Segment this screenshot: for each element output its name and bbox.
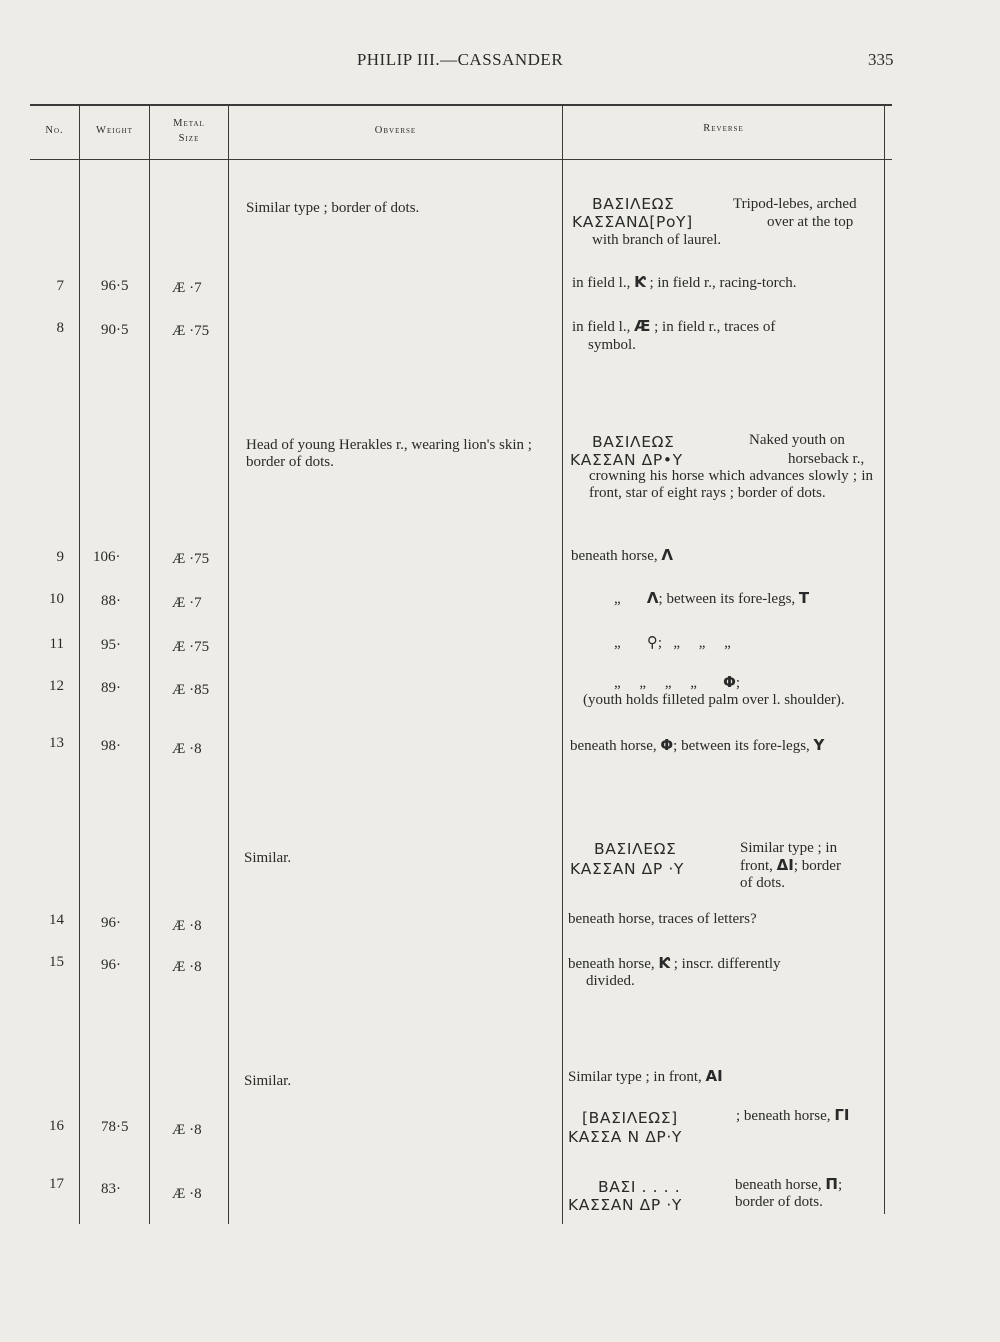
row-weight: 96·5 [101, 278, 129, 294]
col-divider-2 [149, 104, 150, 1224]
row-metal-size: Æ ·75 [172, 639, 210, 655]
row-metal-size: Æ ·7 [172, 280, 202, 296]
row-metal-size: Æ ·7 [172, 595, 202, 611]
reverse-description: Tripod-lebes, arched [733, 196, 857, 212]
reverse-text: beneath horse, [568, 956, 655, 972]
row-number: 8 [56, 320, 64, 336]
reverse-description: over at the top [767, 214, 854, 230]
row-weight: 96· [101, 957, 121, 973]
row-weight: 78·5 [101, 1119, 129, 1135]
row-weight: 88· [101, 593, 121, 609]
row-number: 15 [49, 954, 64, 970]
reverse-description: with branch of laurel. [592, 232, 722, 248]
row-number: 7 [56, 278, 64, 294]
row-number: 11 [49, 636, 64, 652]
obverse-group-3: Similar. [244, 850, 292, 866]
monogram: Υ [813, 736, 825, 754]
reverse-text: ; in field r., traces of [654, 319, 776, 335]
row-number: 10 [49, 591, 64, 607]
reverse-intro [568, 1068, 723, 1086]
obverse-group-1: Similar type ; border of dots. [246, 200, 420, 216]
row-metal-size: Æ ·85 [172, 682, 210, 698]
col-divider-3 [228, 104, 229, 1224]
monogram: Æ [634, 317, 651, 335]
reverse-inscription-line: ΚΑΣΣΑΝ ΔΡ•Υ [570, 451, 683, 469]
reverse-text: beneath horse, [570, 738, 657, 754]
monogram: Π [825, 1175, 838, 1193]
ditto-marks: „ „ „ „ [614, 675, 697, 691]
header-obverse: Obverse [374, 125, 417, 136]
reverse-description: crowning his horse which advances slowly ; in front, star of eight rays ; border of dots. [589, 468, 873, 501]
monogram: Ƙ [658, 954, 671, 972]
row-weight: 96· [101, 915, 121, 931]
running-title: PHILIP III.—CASSANDER [356, 50, 564, 69]
reverse-inscription-line: ΚΑΣΣΑΝ ΔΡ ·Υ [568, 1196, 682, 1214]
row-reverse [736, 1107, 849, 1125]
col-divider-4 [562, 104, 563, 1224]
ditto-mark: „ [614, 591, 621, 607]
row-number: 13 [49, 735, 64, 751]
reverse-text: ; inscr. differently [673, 956, 781, 972]
row-number: 12 [49, 678, 64, 694]
right-border [884, 104, 885, 1214]
reverse-text: ; beneath horse, [736, 1108, 831, 1124]
monogram: Ƙ [634, 273, 646, 291]
row-metal-size: Æ ·75 [172, 551, 210, 567]
row-weight: 106· [93, 549, 121, 565]
row-reverse [614, 590, 809, 608]
header-bottom-rule [30, 159, 892, 160]
reverse-text: ; between its fore-legs, [658, 591, 796, 607]
reverse-text: Similar type ; in front, [568, 1069, 702, 1085]
reverse-description: of dots. [740, 875, 785, 891]
reverse-text: ; border [793, 858, 841, 874]
reverse-inscription-line: ΚΑΣΣΑΝ ΔΡ ·Υ [570, 860, 684, 878]
row-reverse [614, 634, 731, 652]
reverse-text: front, [740, 858, 773, 874]
header-weight: Weight [96, 125, 133, 136]
reverse-inscription-line: ΒΑΣΙΛΕΩΣ [592, 433, 675, 451]
row-reverse-cont: border of dots. [735, 1194, 823, 1210]
header-reverse: Reverse [703, 123, 744, 134]
row-metal-size: Æ ·8 [172, 1186, 202, 1202]
row-metal-size: Æ ·8 [172, 741, 202, 757]
header-no: No. [45, 125, 64, 136]
header-size: Size [178, 133, 200, 144]
monogram: Τ [798, 589, 810, 607]
row-reverse-cont: symbol. [588, 337, 636, 353]
row-number: 16 [49, 1118, 64, 1134]
reverse-text: ; [837, 1177, 843, 1193]
reverse-inscription-line: ΒΑΣΙΛΕΩΣ [594, 840, 677, 858]
row-metal-size: Æ ·8 [172, 918, 202, 934]
obverse-group-2: Head of young Herakles r., wearing lion's skin ; border of dots. [246, 437, 532, 470]
reverse-description: Naked youth on [749, 432, 845, 448]
row-metal-size: Æ ·8 [172, 959, 202, 975]
monogram: ⚲ [646, 633, 658, 651]
row-reverse-cont: (youth holds filleted palm over l. shoulder). [583, 692, 845, 708]
row-reverse [572, 318, 775, 336]
header-metal: Metal [173, 118, 205, 129]
reverse-inscription-line: ΚΑΣΣΑΝΔ[ΡοΥ] [572, 213, 693, 231]
ditto-marks: ; „ „ „ [657, 635, 731, 651]
reverse-inscription-line: ΚΑΣΣΑ Ν ΔΡ·Υ [568, 1128, 682, 1146]
row-reverse-cont: divided. [586, 973, 635, 989]
reverse-inscription-line: ΒΑΣΙΛΕΩΣ [592, 195, 675, 213]
row-reverse: beneath horse, traces of letters? [568, 911, 757, 927]
obverse-group-4: Similar. [244, 1073, 292, 1089]
monogram: ΑΙ [705, 1067, 723, 1085]
ditto-mark: „ [614, 635, 621, 651]
row-reverse [614, 674, 740, 692]
page-number: 335 [868, 50, 894, 69]
row-reverse [570, 737, 824, 755]
row-reverse [572, 274, 797, 292]
row-weight: 98· [101, 738, 121, 754]
row-weight: 89· [101, 680, 121, 696]
reverse-inscription-line: ΒΑΣΙ . . . . [598, 1178, 681, 1196]
row-metal-size: Æ ·75 [172, 323, 210, 339]
reverse-text: in field l., [572, 319, 631, 335]
row-weight: 90·5 [101, 322, 129, 338]
row-reverse [735, 1176, 842, 1194]
row-weight: 95· [101, 637, 121, 653]
monogram: ΔΙ [776, 856, 794, 874]
table-top-rule [30, 104, 892, 106]
reverse-text: in field l., [572, 275, 631, 291]
monogram: Λ [646, 589, 659, 607]
row-weight: 83· [101, 1181, 121, 1197]
row-number: 17 [49, 1176, 64, 1192]
reverse-text: beneath horse, [735, 1177, 822, 1193]
reverse-text: ; in field r., racing-torch. [649, 275, 797, 291]
monogram: Φ [660, 736, 674, 754]
col-divider-1 [79, 104, 80, 1224]
reverse-inscription-line: [ΒΑΣΙΛΕΩΣ] [582, 1109, 678, 1127]
row-metal-size: Æ ·8 [172, 1122, 202, 1138]
reverse-text: ; between its fore-legs, [673, 738, 810, 754]
row-number: 9 [56, 549, 64, 565]
monogram: Λ [661, 546, 673, 564]
row-reverse [568, 955, 781, 973]
reverse-text: ; [735, 675, 741, 691]
monogram: ΓΙ [834, 1106, 850, 1124]
row-reverse [571, 547, 673, 565]
reverse-description [740, 857, 841, 875]
row-number: 14 [49, 912, 64, 928]
reverse-text: beneath horse, [571, 548, 658, 564]
reverse-description: Similar type ; in [740, 840, 838, 856]
monogram: Φ [723, 673, 736, 691]
reverse-description: horseback r., [788, 451, 865, 467]
